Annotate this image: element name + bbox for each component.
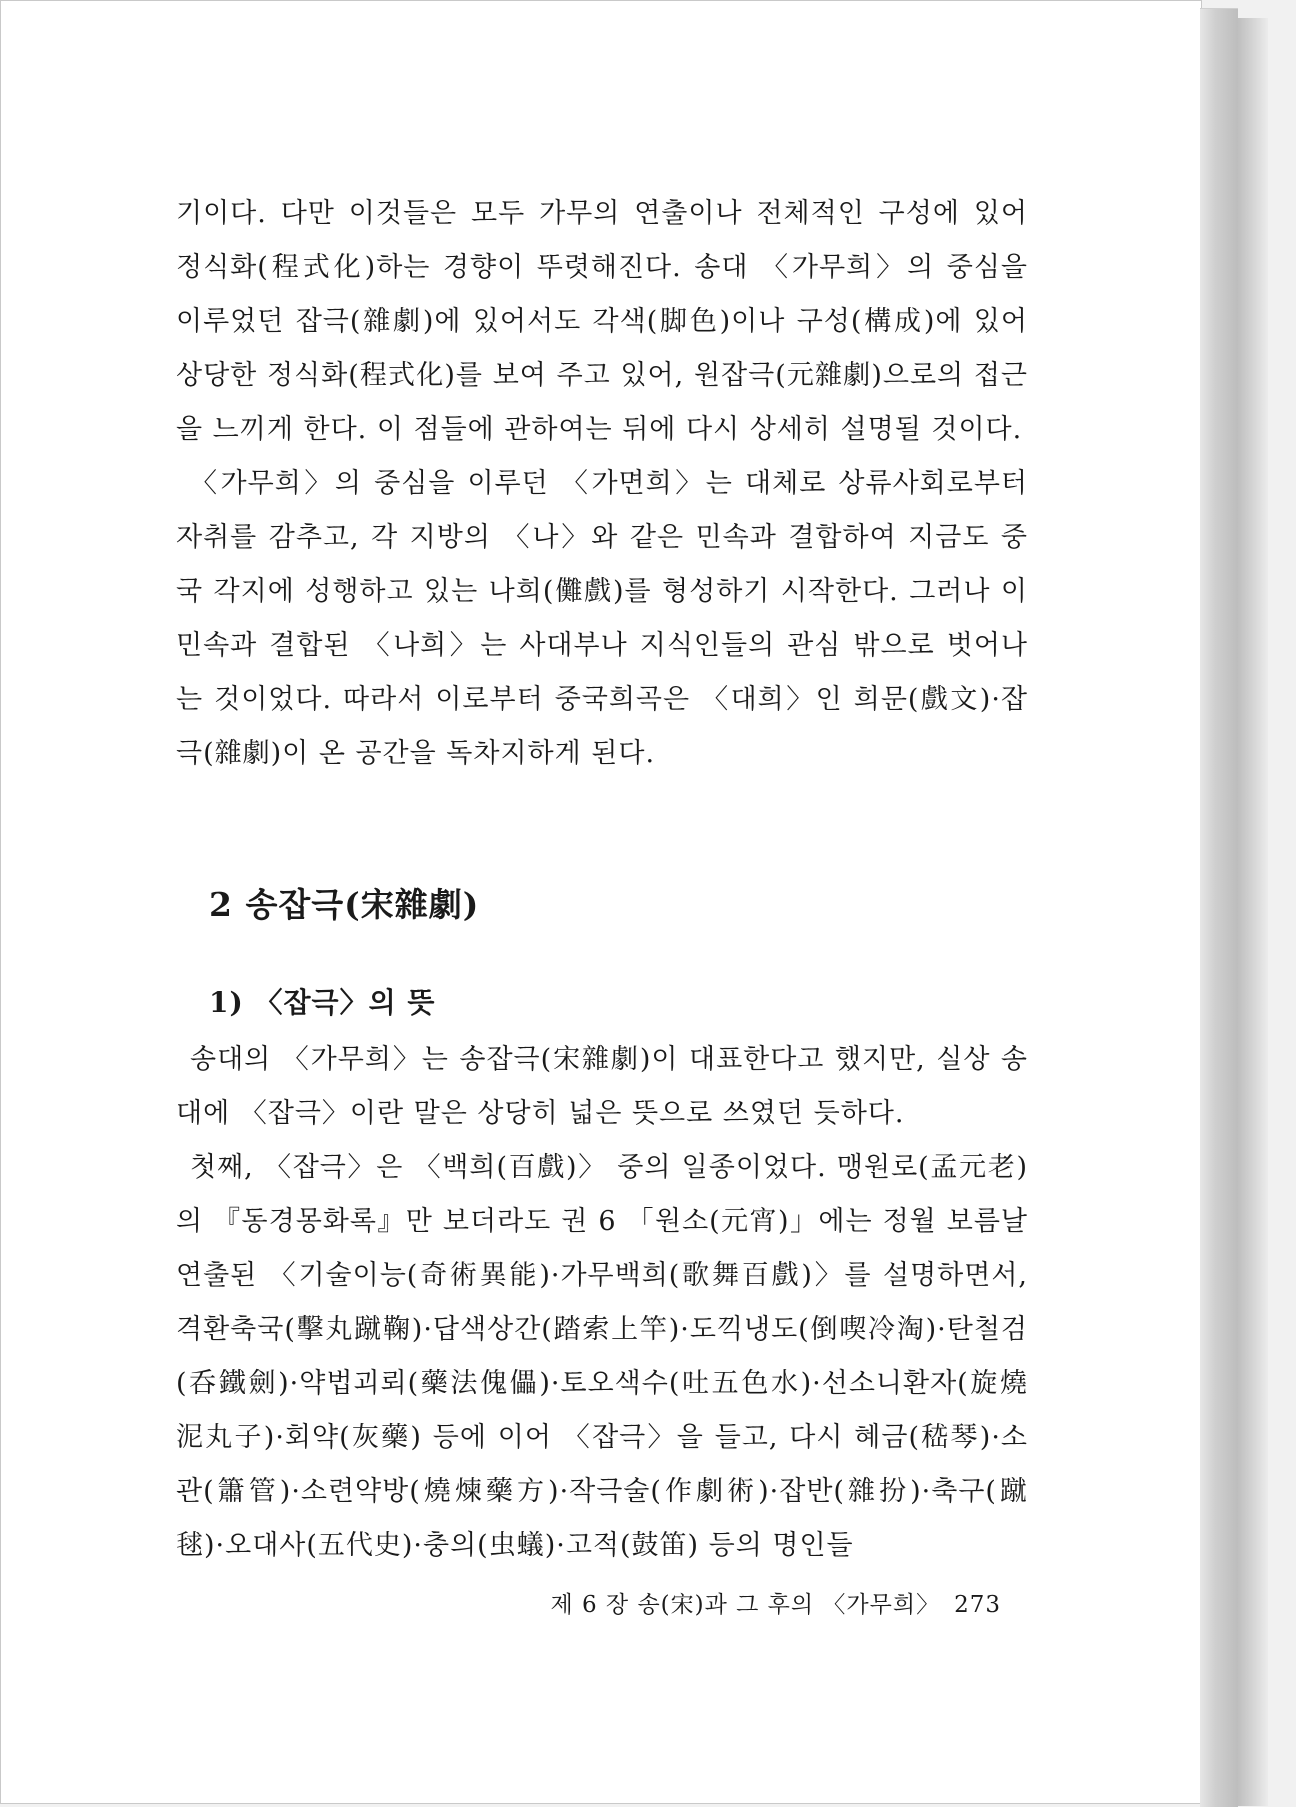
page-stack-shadow [1238, 18, 1268, 1806]
paragraph: 송대의 〈가무희〉는 송잡극(宋雜劇)이 대표한다고 했지만, 실상 송대에 〈잡극〉이란 말은 상당히 넓은 뜻으로 쓰였던 듯하다. [176, 1044, 1028, 1129]
page-footer [511, 1586, 1001, 1619]
running-title: 제 6 장 송(宋)과 그 후의 〈가무희〉 [550, 1592, 941, 1618]
section-heading: 2 송잡극(宋雜劇) [209, 885, 480, 924]
page-number: 273 [954, 1592, 1001, 1618]
paragraph: 기이다. 다만 이것들은 모두 가무의 연출이나 전체적인 구성에 있어 정식화(程式化)하는 경향이 뚜렷해진다. 송대 〈가무희〉의 중심을 이루었던 잡극(雜劇)에 있어서도 각색(脚色)이나 구성(構成)에 있어 상당한 정식화(程式化)를 보여 주고 있어, 원잡극(元雜劇)으로의 접근을 느끼게 한다. 이 점들에 관하여는 뒤에 다시 상세히 설명될 것이다. [176, 198, 1028, 445]
paragraph: 첫째, 〈잡극〉은 〈백희(百戲)〉 중의 일종이었다. 맹원로(孟元老)의 『동경몽화록』만 보더라도 권 6 「원소(元宵)」에는 정월 보름날 연출된 〈기술이능(奇術異能)·가무백희(歌舞百戲)〉를 설명하면서, 격환축국(擊丸蹴鞠)·답색상간(踏索上竿)·도끽냉도(倒喫冷淘)·탄철검(呑鐵劍)·약법괴뢰(藥法傀儡)·토오색수(吐五色水)·선소니환자(旋燒泥丸子)·회약(灰藥) 등에 이어 〈잡극〉을 들고, 다시 혜금(嵇琴)·소관(簫管)·소련약방(燒煉藥方)·작극술(作劇術)·잡반(雜扮)·축구(蹴毬)·오대사(五代史)·충의(虫蟻)·고적(鼓笛) 등의 명인들 [176, 1152, 1028, 1561]
paragraph: 〈가무희〉의 중심을 이루던 〈가면희〉는 대체로 상류사회로부터 자취를 감추고, 각 지방의 〈나〉와 같은 민속과 결합하여 지금도 중국 각지에 성행하고 있는 나희(儺戲)를 형성하기 시작한다. 그러나 이 민속과 결합된 〈나희〉는 사대부나 지식인들의 관심 밖으로 벗어나는 것이었다. 따라서 이로부터 중국희곡은 〈대희〉인 희문(戲文)·잡극(雜劇)이 온 공간을 독차지하게 된다. [176, 468, 1028, 769]
page-stack-edge [1200, 8, 1238, 1807]
body-text [176, 187, 1028, 781]
section-body-text [176, 1033, 1028, 1573]
subsection-heading: 1) 〈잡극〉의 뜻 [209, 986, 436, 1019]
